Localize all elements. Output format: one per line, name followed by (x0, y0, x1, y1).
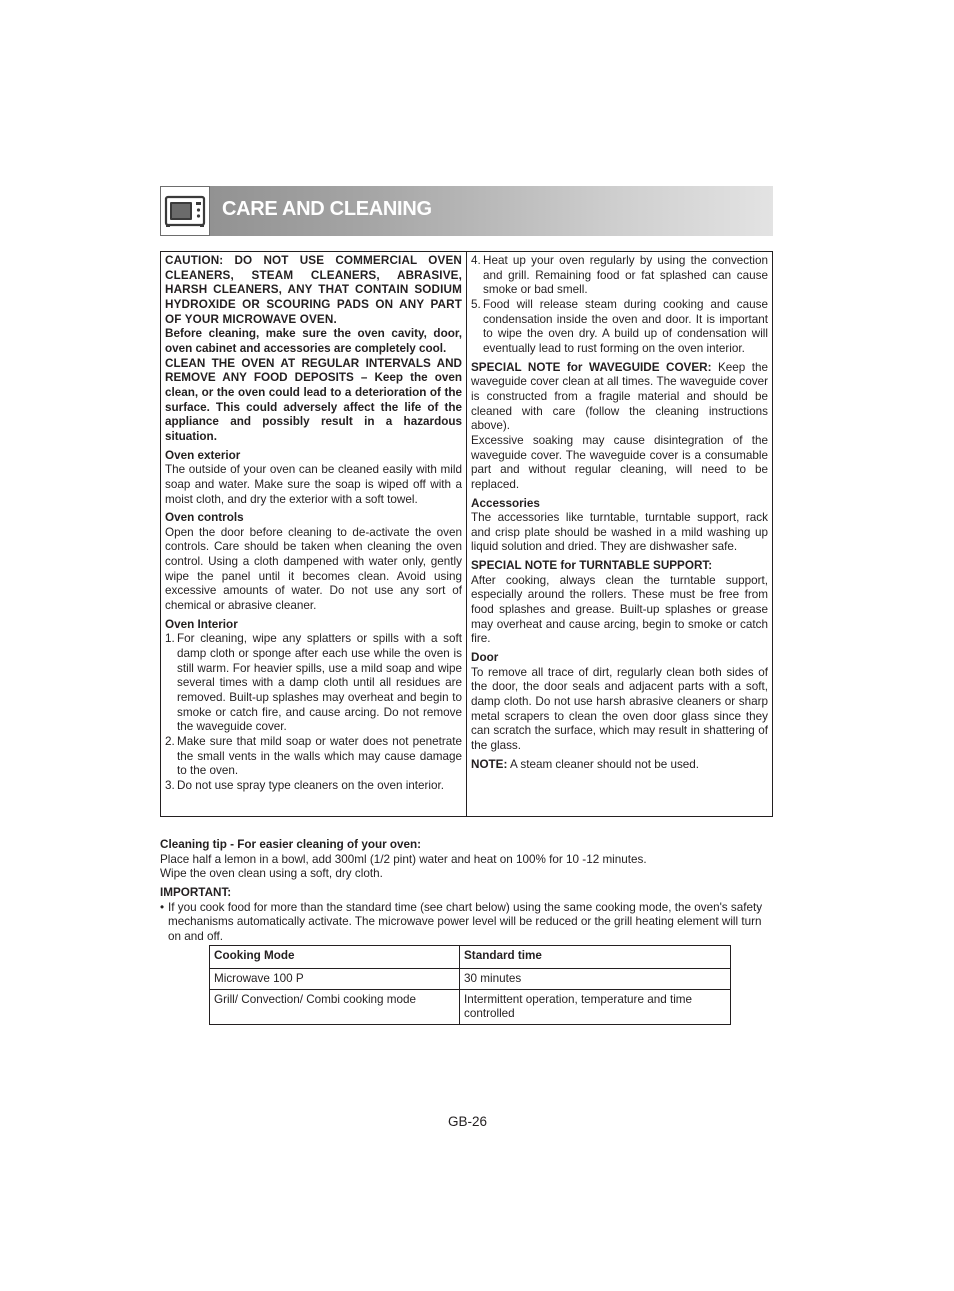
exterior-heading: Oven exterior (165, 448, 241, 462)
waveguide-text: Keep the waveguide cover clean at all times. The waveguide cover is constructed from a fragile material and should be cleaned with care (follow the cleaning instructions above). (471, 360, 768, 433)
door-heading: Door (471, 651, 499, 665)
accessories-heading: Accessories (471, 496, 540, 510)
list-item (165, 632, 462, 735)
list-text: For cleaning, wipe any splatters or spills with a soft damp cloth or sponge after each use while the oven is still warm. For heavier spills, use a mild soap and wipe several times with a damp cloth until all residues are removed. Built-up splashes may overheat and begin to smoke or catch fire, and cause arcing. Do not remove the waveguide cover. (177, 632, 462, 734)
table-cell: 30 minutes (460, 969, 731, 990)
column-header: Standard time (460, 946, 731, 969)
list-item (165, 735, 462, 779)
list-number: 2. (165, 735, 175, 748)
table-row (210, 969, 731, 990)
important-bullet (160, 901, 773, 945)
standard-time-table (209, 945, 731, 1025)
important-text: If you cook food for more than the standard time (see chart below) using the same cooking mode, the oven's safety mechanisms automatically activate. The microwave power level will be reduced or the grill heating element will turn on and off. (168, 900, 763, 943)
table-header-row (210, 946, 731, 969)
microwave-icon (160, 186, 210, 236)
table-cell: Grill/ Convection/ Combi cooking mode (210, 990, 460, 1025)
list-text: Make sure that mild soap or water does not penetrate the small vents in the walls which may cause damage to the oven. (177, 735, 462, 778)
tip-heading: Cleaning tip - For easier cleaning of your oven: (160, 838, 422, 851)
accessories-text: The accessories like turntable, turntable support, rack and crisp plate should be washed in a mild washing up liquid solution and dried. They are dishwasher safe. (471, 511, 768, 554)
note-text: A steam cleaner should not be used. (507, 757, 700, 771)
caution-text: CAUTION: DO NOT USE COMMERCIAL OVEN CLEANERS, STEAM CLEANERS, ABRASIVE, HARSH CLEANERS, ANY THAT CONTAIN SODIUM HYDROXIDE OR SCOURING PADS ON ANY PART OF YOUR MICROWAVE OVEN. (165, 254, 462, 326)
waveguide-label: SPECIAL NOTE for WAVEGUIDE COVER: (471, 360, 712, 374)
list-text: Do not use spray type cleaners on the oven interior. (177, 778, 445, 792)
waveguide-text-2: Excessive soaking may cause disintegration of the waveguide cover. The waveguide cover is a consumable part and without regular cleaning, will need to be replaced. (471, 433, 768, 491)
list-number: 1. (165, 632, 175, 646)
list-item (165, 779, 462, 794)
regular-cleaning-warning: CLEAN THE OVEN AT REGULAR INTERVALS AND REMOVE ANY FOOD DEPOSITS – Keep the oven clean, or the oven could lead to a deterioration of the surface. This could adversely affect the life of the appliance and possibly result in a hazardous situation. (165, 356, 462, 443)
column-divider (466, 252, 467, 816)
note-label: NOTE: (471, 757, 508, 771)
turntable-text: After cooking, always clean the turntable support, especially around the rollers. These must be free from food splashes and grease. Built-up splashes or grease may overheat and cause arcing, begin to smoke or catch fire. (471, 573, 768, 646)
tip-line-1: Place half a lemon in a bowl, add 300ml (1/2 pint) water and heat on 100% for 10 -12 minutes. (160, 852, 647, 866)
cleaning-tip-section (160, 838, 773, 945)
steam-note (471, 758, 768, 773)
list-item (471, 298, 768, 357)
bullet-dot: • (160, 900, 165, 914)
instructions-box (160, 251, 773, 817)
page-number: GB-26 (448, 1114, 488, 1129)
list-number: 3. (165, 778, 175, 792)
exterior-text: The outside of your oven can be cleaned easily with mild soap and water. Make sure the soap is wiped off with a moist cloth, and dry the exterior with a soft towel. (165, 463, 462, 506)
controls-text: Open the door before cleaning to de-activate the oven controls. Care should be taken when cleaning the oven control. Using a cloth dampened with water only, gently wipe the panel until it becomes clean. Avoid using excessive amounts of water. Do not use any sort of chemical or abrasive cleaner. (165, 525, 462, 613)
list-item (471, 254, 768, 298)
column-header: Cooking Mode (210, 946, 460, 969)
list-number: 4. (471, 254, 481, 267)
page-title: CARE AND CLEANING (222, 198, 432, 220)
list-text: Heat up your oven regularly by using the convection and grill. Remaining food or fat splashed can cause smoke or bad smell. (483, 254, 768, 297)
right-column (471, 254, 768, 772)
door-text: To remove all trace of dirt, regularly clean both sides of the door, the door seals and adjacent parts with a soft, damp cloth. Do not use harsh abrasive cleaners or sharp metal scrapers to clean the oven door glass since they can scratch the surface, which may result in shattering of the glass. (471, 665, 768, 752)
left-column (165, 254, 462, 794)
section-header (160, 186, 773, 236)
interior-heading: Oven Interior (165, 617, 238, 631)
table-cell: Intermittent operation, temperature and time controlled (460, 990, 731, 1025)
turntable-heading: SPECIAL NOTE for TURNTABLE SUPPORT: (471, 559, 713, 573)
important-heading: IMPORTANT: (160, 885, 232, 899)
cool-warning: Before cleaning, make sure the oven cavity, door, oven cabinet and accessories are completely cool. (165, 327, 462, 355)
list-number: 5. (471, 297, 481, 311)
table-row (210, 990, 731, 1025)
list-text: Food will release steam during cooking and cause condensation inside the oven and door. It is important to wipe the oven dry. A build up of condensation will eventually lead to rust forming on the oven interior. (483, 297, 768, 355)
controls-heading: Oven controls (165, 511, 244, 525)
table-cell: Microwave 100 P (210, 969, 460, 990)
waveguide-note (471, 361, 768, 434)
tip-line-2: Wipe the oven clean using a soft, dry cloth. (160, 867, 383, 881)
